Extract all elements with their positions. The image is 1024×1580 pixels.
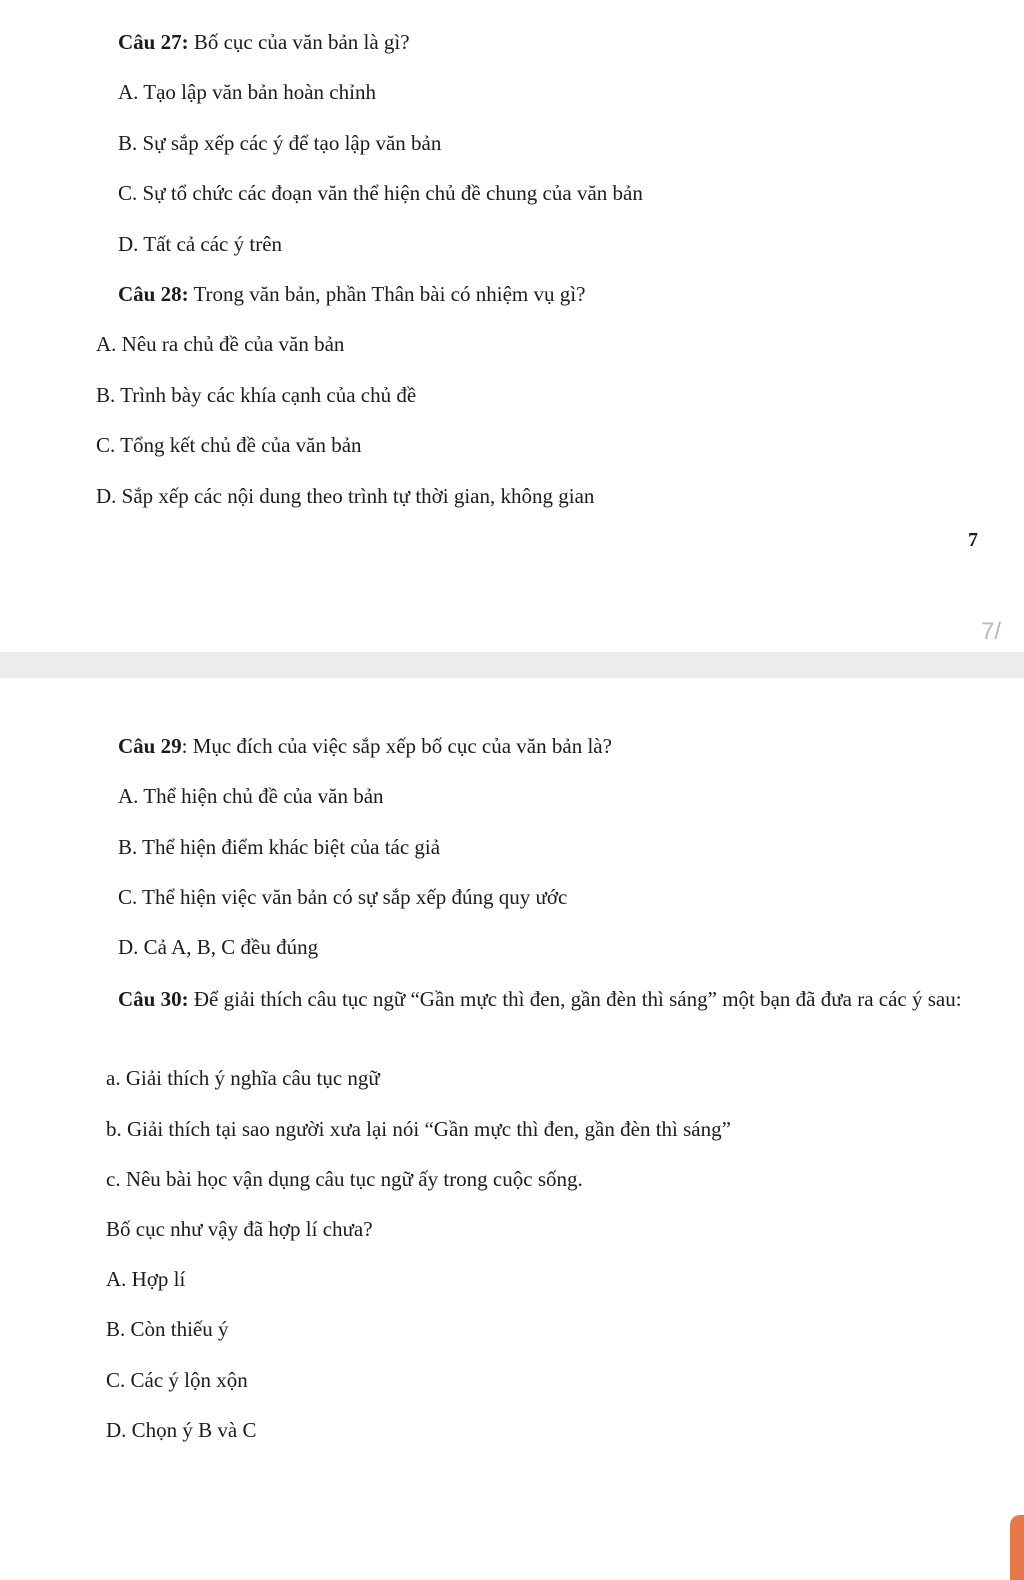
q28-option-d: D. Sắp xếp các nội dung theo trình tự thời gian, không gian [96, 484, 595, 508]
question-30 [118, 986, 988, 1012]
q30-item-b: b. Giải thích tại sao người xưa lại nói “Gần mực thì đen, gần đèn thì sáng” [106, 1117, 731, 1141]
q29-option-b: B. Thể hiện điểm khác biệt của tác giả [118, 835, 441, 859]
page-indicator: 7/ [981, 618, 1002, 645]
page-number: 7 [968, 529, 978, 551]
q28-option-c: C. Tổng kết chủ đề của văn bản [96, 433, 362, 457]
question-30-label: Câu 30: [118, 987, 189, 1011]
question-28 [118, 281, 585, 307]
q29-option-a: A. Thể hiện chủ đề của văn bản [118, 784, 384, 808]
question-27 [118, 29, 410, 55]
cropped-text-remnant [180, 0, 320, 6]
q29-option-d: D. Cả A, B, C đều đúng [118, 935, 319, 959]
question-28-text: Trong văn bản, phần Thân bài có nhiệm vụ gì? [188, 282, 586, 306]
question-29 [118, 733, 612, 759]
q30-option-a: A. Hợp lí [106, 1267, 186, 1291]
q30-item-c: c. Nêu bài học vận dụng câu tục ngữ ấy trong cuộc sống. [106, 1167, 583, 1191]
q27-option-d: D. Tất cả các ý trên [118, 232, 283, 256]
q27-option-c: C. Sự tổ chức các đoạn văn thể hiện chủ đề chung của văn bản [118, 181, 643, 205]
q30-option-b: B. Còn thiếu ý [106, 1317, 229, 1341]
question-29-label: Câu 29 [118, 734, 182, 758]
q30-question: Bố cục như vậy đã hợp lí chưa? [106, 1217, 373, 1241]
question-27-label: Câu 27: [118, 30, 189, 54]
question-28-label: Câu 28: [118, 282, 189, 306]
question-27-text: Bố cục của văn bản là gì? [188, 30, 410, 54]
q30-item-a: a. Giải thích ý nghĩa câu tục ngữ [106, 1066, 380, 1090]
q28-option-b: B. Trình bày các khía cạnh của chủ đề [96, 383, 417, 407]
question-30-text: Để giải thích câu tục ngữ “Gần mực thì đen, gần đèn thì sáng” một bạn đã đưa ra các ý sau: [188, 987, 962, 1011]
q27-option-a: A. Tạo lập văn bản hoàn chỉnh [118, 80, 376, 104]
q27-option-b: B. Sự sắp xếp các ý để tạo lập văn bản [118, 131, 442, 155]
question-29-text: : Mục đích của việc sắp xếp bố cục của văn bản là? [181, 734, 612, 758]
q29-option-c: C. Thể hiện việc văn bản có sự sắp xếp đúng quy ước [118, 885, 568, 909]
q30-option-c: C. Các ý lộn xộn [106, 1368, 248, 1392]
corner-badge[interactable] [1010, 1515, 1024, 1580]
q28-option-a: A. Nêu ra chủ đề của văn bản [96, 332, 345, 356]
q30-option-d: D. Chọn ý B và C [106, 1418, 257, 1442]
page-divider [0, 652, 1024, 678]
